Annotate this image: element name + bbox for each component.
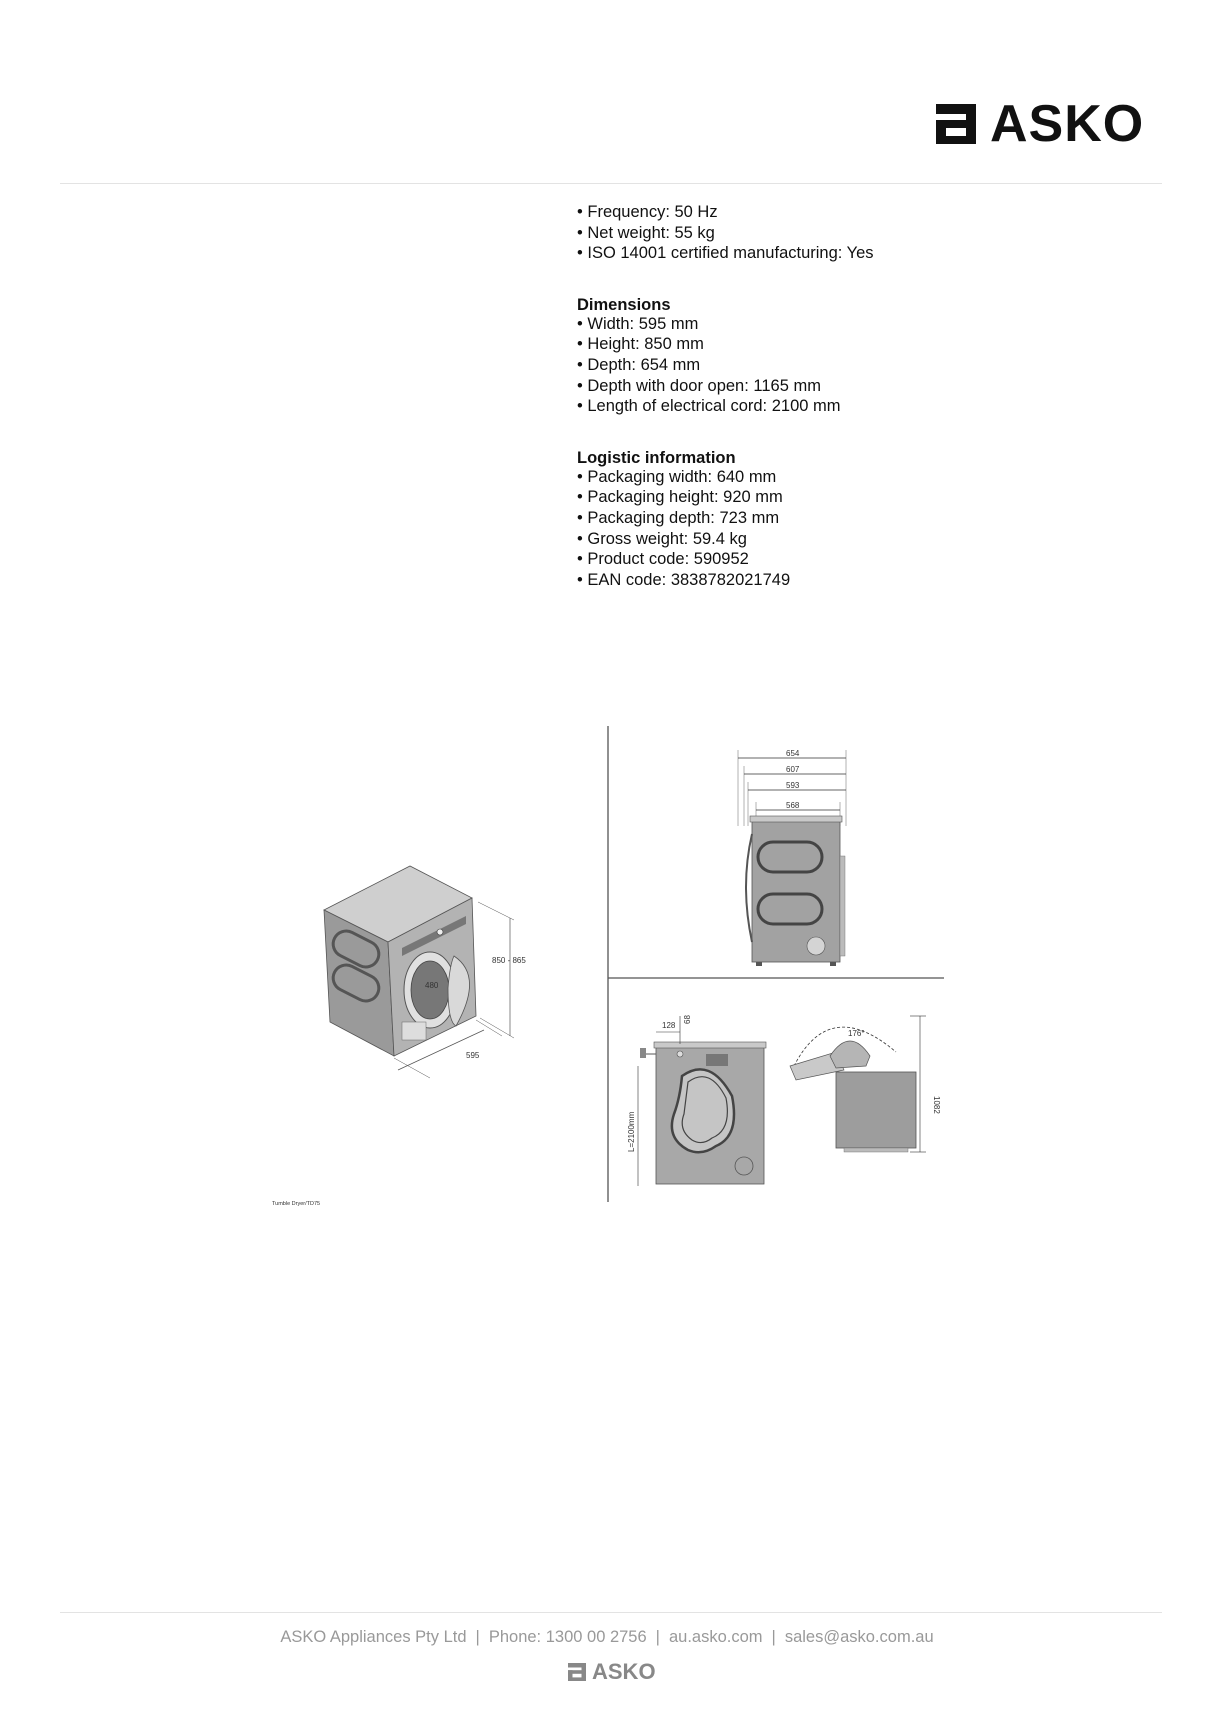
footer-brand-name: ASKO xyxy=(592,1659,656,1684)
depth-654-label: 654 xyxy=(786,749,800,758)
spec-item: • EAN code: 3838782021749 xyxy=(577,570,1137,591)
website-link[interactable]: au.asko.com xyxy=(668,1628,763,1646)
general-spec-list xyxy=(577,202,1137,264)
header-divider xyxy=(60,183,1162,184)
footer-separator: | xyxy=(655,1628,660,1646)
door-angle-label: 176° xyxy=(848,1029,865,1038)
spec-item: • Packaging width: 640 mm xyxy=(577,467,1137,488)
dimension-drawing xyxy=(270,726,950,1206)
diagram-caption: Tumble Dryer/TD75 xyxy=(272,1201,321,1207)
spec-item: • Frequency: 50 Hz xyxy=(577,202,1137,223)
door-height-label: 1082 xyxy=(932,1096,941,1114)
company-name: ASKO Appliances Pty Ltd xyxy=(280,1628,467,1646)
phone-number: Phone: 1300 00 2756 xyxy=(488,1628,647,1646)
rear-view-dryer xyxy=(638,1016,766,1186)
width-dimension-label: 595 xyxy=(466,1051,480,1060)
dimensions-spec-list xyxy=(577,314,1137,417)
spec-item: • Width: 595 mm xyxy=(577,314,1137,335)
height-dimension-label: 850 - 865 xyxy=(492,956,526,965)
logistic-heading: Logistic information xyxy=(577,448,736,467)
depth-593-label: 593 xyxy=(786,781,800,790)
spec-item: • Product code: 590952 xyxy=(577,549,1137,570)
brand-logo xyxy=(936,96,1144,152)
depth-607-label: 607 xyxy=(786,765,800,774)
cord-offset-label: 128 xyxy=(662,1021,676,1030)
depth-568-label: 568 xyxy=(786,801,800,810)
brand-name: ASKO xyxy=(990,95,1145,153)
door-dimension-label: 480 xyxy=(425,981,439,990)
spec-item: • Height: 850 mm xyxy=(577,334,1137,355)
spec-section xyxy=(577,202,1137,590)
asko-logo-icon xyxy=(568,1663,586,1681)
isometric-dryer-view xyxy=(324,866,514,1078)
footer-logo xyxy=(568,1661,656,1683)
footer-separator: | xyxy=(475,1628,480,1646)
logistic-spec-list xyxy=(577,467,1137,591)
footer-separator: | xyxy=(771,1628,776,1646)
cord-height-label: 68 xyxy=(683,1015,692,1024)
spec-item: • Length of electrical cord: 2100 mm xyxy=(577,396,1137,417)
spec-item: • Packaging depth: 723 mm xyxy=(577,508,1137,529)
spec-item: • Gross weight: 59.4 kg xyxy=(577,529,1137,550)
spec-item: • Packaging height: 920 mm xyxy=(577,487,1137,508)
asko-logo-icon xyxy=(936,104,976,144)
footer-divider xyxy=(60,1612,1162,1613)
spec-item: • ISO 14001 certified manufacturing: Yes xyxy=(577,243,1137,264)
dimensions-heading: Dimensions xyxy=(577,295,671,314)
spec-item: • Depth: 654 mm xyxy=(577,355,1137,376)
spec-item: • Depth with door open: 1165 mm xyxy=(577,376,1137,397)
cord-length-label: L=2100mm xyxy=(627,1111,636,1152)
spec-item: • Net weight: 55 kg xyxy=(577,223,1137,244)
email-link[interactable]: sales@asko.com.au xyxy=(784,1628,934,1646)
footer-contact xyxy=(0,1628,1214,1647)
